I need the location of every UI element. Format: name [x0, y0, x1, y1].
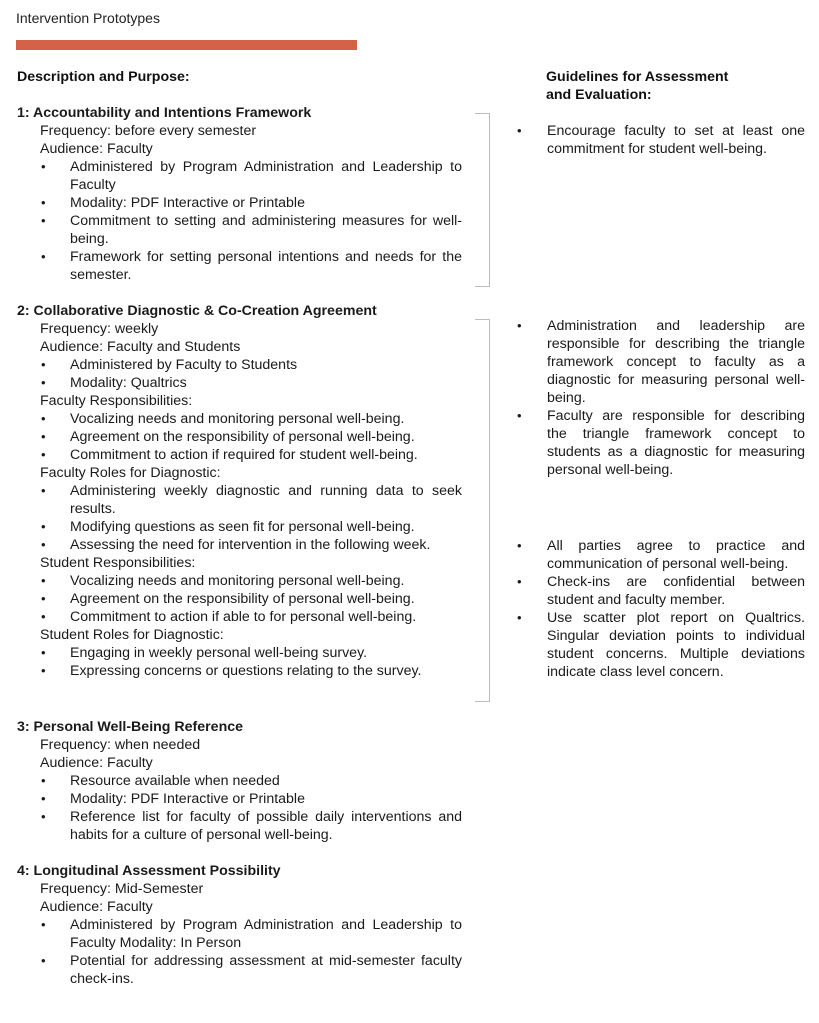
bullet-list: [17, 772, 462, 844]
audience: Audience: Faculty: [40, 755, 153, 771]
audience: Audience: Faculty and Students: [40, 339, 241, 355]
section-title: 4: Longitudinal Assessment Possibility: [17, 863, 281, 879]
list-item: • Potential for addressing assessment at mid-semester faculty check-ins.: [41, 953, 462, 987]
frequency: Frequency: when needed: [40, 737, 201, 753]
list-item: • Reference list for faculty of possible daily interventions and habits for a culture of personal well-being.: [41, 809, 462, 843]
list-item: • Commitment to action if able to for personal well-being.: [41, 609, 417, 625]
list-item: • Resource available when needed: [41, 773, 280, 789]
section-3: [17, 718, 462, 844]
group-label: Faculty Responsibilities:: [40, 393, 193, 409]
description-header: Description and Purpose:: [17, 69, 190, 85]
bullet-list: [17, 158, 462, 284]
list-item: • Commitment to action if required for student well-being.: [41, 447, 418, 463]
bullet-icon: •: [41, 429, 46, 444]
list-item: • Administering weekly diagnostic and running data to seek results.: [41, 483, 462, 517]
list-item: • Commitment to setting and administering measures for well-being.: [41, 213, 462, 247]
guidelines-header: [546, 68, 728, 104]
bullet-icon: •: [41, 375, 46, 390]
bullet-icon: •: [41, 357, 46, 372]
bullet-icon: •: [41, 249, 46, 264]
bullet-list: [17, 572, 462, 626]
group-label: Faculty Roles for Diagnostic:: [40, 465, 221, 481]
guidelines-section-2b: [515, 537, 805, 681]
bullet-icon: •: [517, 408, 522, 423]
list-item: • Modality: PDF Interactive or Printable: [41, 195, 305, 211]
bullet-icon: •: [41, 791, 46, 806]
audience: Audience: Faculty: [40, 141, 153, 157]
bullet-icon: •: [41, 447, 46, 462]
bullet-icon: •: [517, 574, 522, 589]
frequency: Frequency: before every semester: [40, 123, 257, 139]
list-item: • Use scatter plot report on Qualtrics. Singular deviation points to individual student concerns. Multiple deviations indicate class level concern.: [517, 610, 805, 680]
bullet-icon: •: [41, 483, 46, 498]
bullet-icon: •: [517, 318, 522, 333]
section-4: [17, 862, 462, 988]
group-label: Student Responsibilities:: [40, 555, 196, 571]
guidelines-header-line1: Guidelines for Assessment: [546, 69, 729, 85]
list-item: • Agreement on the responsibility of personal well-being.: [41, 591, 415, 607]
bullet-list: [17, 482, 462, 554]
guidelines-section-2a: [515, 317, 805, 479]
guidelines-section-1: [515, 122, 805, 158]
bullet-icon: •: [41, 663, 46, 678]
list-item: • Faculty are responsible for describing the triangle framework concept to students as a diagnostic for measuring personal well-being.: [517, 408, 805, 478]
bullet-icon: •: [41, 411, 46, 426]
list-item: • Administered by Faculty to Students: [41, 357, 298, 373]
section-title: 3: Personal Well-Being Reference: [17, 719, 244, 735]
bullet-icon: •: [41, 953, 46, 968]
bullet-icon: •: [41, 195, 46, 210]
bullet-icon: •: [41, 213, 46, 228]
section-1-bracket: [475, 113, 490, 287]
list-item: • Expressing concerns or questions relating to the survey.: [41, 663, 422, 679]
bullet-icon: •: [41, 917, 46, 932]
bullet-icon: •: [41, 609, 46, 624]
bullet-icon: •: [517, 538, 522, 553]
bullet-list: [17, 356, 462, 392]
section-1: [17, 104, 462, 284]
section-title: 1: Accountability and Intentions Framework: [17, 105, 312, 121]
group-label: Student Roles for Diagnostic:: [40, 627, 224, 643]
frequency: Frequency: Mid-Semester: [40, 881, 204, 897]
page-title: Intervention Prototypes: [16, 10, 160, 26]
bullet-icon: •: [517, 610, 522, 625]
bullet-list: [17, 916, 462, 988]
accent-divider: [16, 40, 357, 50]
list-item: • Agreement on the responsibility of personal well-being.: [41, 429, 415, 445]
list-item: • Engaging in weekly personal well-being survey.: [41, 645, 368, 661]
list-item: • Framework for setting personal intentions and needs for the semester.: [41, 249, 462, 283]
list-item: • Modifying questions as seen fit for personal well-being.: [41, 519, 415, 535]
list-item: • Vocalizing needs and monitoring personal well-being.: [41, 573, 405, 589]
frequency: Frequency: weekly: [40, 321, 159, 337]
bullet-icon: •: [41, 809, 46, 824]
section-title: 2: Collaborative Diagnostic & Co-Creation Agreement: [17, 303, 377, 319]
list-item: • All parties agree to practice and communication of personal well-being.: [517, 538, 805, 572]
list-item: • Administration and leadership are responsible for describing the triangle framework concept to faculty as a diagnostic for measuring personal well-being.: [517, 318, 805, 406]
list-item: • Vocalizing needs and monitoring personal well-being.: [41, 411, 405, 427]
bullet-icon: •: [41, 519, 46, 534]
bullet-list: [17, 644, 462, 680]
guidelines-header-line2: and Evaluation:: [546, 87, 652, 103]
section-2-bracket: [475, 319, 490, 702]
bullet-list: [17, 410, 462, 464]
bullet-icon: •: [41, 537, 46, 552]
list-item: • Check-ins are confidential between student and faculty member.: [517, 574, 805, 608]
bullet-icon: •: [517, 123, 522, 138]
list-item: • Administered by Program Administration and Leadership to Faculty Modality: In Person: [41, 917, 462, 951]
list-item: • Assessing the need for intervention in the following week.: [41, 537, 431, 553]
list-item: • Encourage faculty to set at least one commitment for student well-being.: [517, 123, 805, 157]
list-item: • Modality: PDF Interactive or Printable: [41, 791, 305, 807]
bullet-icon: •: [41, 573, 46, 588]
bullet-icon: •: [41, 645, 46, 660]
bullet-icon: •: [41, 773, 46, 788]
list-item: • Administered by Program Administration and Leadership to Faculty: [41, 159, 462, 193]
bullet-icon: •: [41, 159, 46, 174]
audience: Audience: Faculty: [40, 899, 153, 915]
list-item: • Modality: Qualtrics: [41, 375, 187, 391]
bullet-icon: •: [41, 591, 46, 606]
section-2: [17, 302, 462, 680]
